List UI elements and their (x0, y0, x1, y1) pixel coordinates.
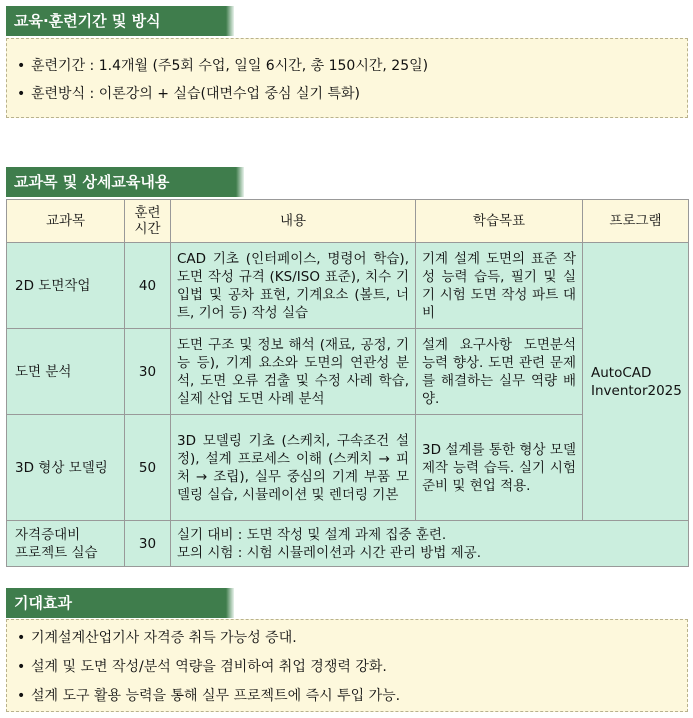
content-cell: 도면 구조 및 정보 해석 (재료, 공정, 기능 등), 기계 요소와 도면의 연관성 분석, 도면 오류 검출 및 수정 사례 학습, 실제 산업 도면 사례 분석 (171, 329, 416, 415)
subject-line2: 프로젝트 실습 (15, 544, 98, 561)
hours-cell: 30 (125, 329, 171, 415)
program-cell (583, 243, 689, 521)
hours-cell: 30 (125, 521, 171, 567)
training-method-item: • 훈련방식 : 이론강의 + 실습(대면수업 중심 실기 특화) (17, 80, 687, 108)
subject-cell (7, 521, 125, 567)
curriculum-table (6, 199, 689, 567)
goal-cell: 설계 요구사항 도면분석 능력 향상. 도면 관련 문제를 해결하는 실무 역량 배양. (416, 329, 583, 415)
header-goal: 학습목표 (416, 200, 583, 243)
header-hours-line2: 시간 (134, 221, 161, 237)
section-title-expected-effects: 기대효과 (6, 588, 226, 618)
hours-cell: 50 (125, 415, 171, 521)
content-cell: CAD 기초 (인터페이스, 명령어 학습), 도면 작성 규격 (KS/ISO 표준), 치수 기입법 및 공차 표현, 기계요소 (볼트, 너트, 기어 등) 작성 실습 (171, 243, 416, 329)
header-hours-line1: 훈련 (134, 205, 161, 221)
content-cell: 3D 모델링 기초 (스케치, 구속조건 설정), 설계 프로세스 이해 (스케치 → 피처 → 조립), 실무 중심의 기계 부품 모델링 실습, 시뮬레이션 및 렌더링 기본 (171, 415, 416, 521)
effect-item: • 설계 도구 활용 능력을 통해 실무 프로젝트에 즉시 투입 가능. (17, 682, 687, 711)
subject-line1: 자격증대비 (15, 526, 81, 543)
subject-cell: 도면 분석 (7, 329, 125, 415)
table-row (7, 521, 689, 567)
header-content: 내용 (171, 200, 416, 243)
content-line2: 모의 시험 : 시험 시뮬레이션과 시간 관리 방법 제공. (177, 544, 481, 561)
header-hours (125, 200, 171, 243)
header-subject: 교과목 (7, 200, 125, 243)
expected-effects-box (6, 619, 688, 712)
program-line1: AutoCAD (591, 364, 652, 381)
program-line2: Inventor2025 (591, 382, 682, 399)
subject-cell: 2D 도면작업 (7, 243, 125, 329)
goal-cell: 기계 설계 도면의 표준 작성 능력 습득, 필기 및 실기 시험 도면 작성 파트 대비 (416, 243, 583, 329)
section-title-training-period: 교육·훈련기간 및 방식 (6, 6, 226, 36)
section-title-curriculum: 교과목 및 상세교육내용 (6, 167, 236, 197)
training-period-item: • 훈련기간 : 1.4개월 (주5회 수업, 일일 6시간, 총 150시간, 25일) (17, 52, 687, 80)
goal-cell: 3D 설계를 통한 형상 모델 제작 능력 습득. 실기 시험 준비 및 현업 적용. (416, 415, 583, 521)
header-program: 프로그램 (583, 200, 689, 243)
hours-cell: 40 (125, 243, 171, 329)
content-cell (171, 521, 689, 567)
content-line1: 실기 대비 : 도면 작성 및 설계 과제 집중 훈련. (177, 526, 447, 543)
subject-cell: 3D 형상 모델링 (7, 415, 125, 521)
training-period-box (6, 38, 688, 118)
effect-item: • 기계설계산업기사 자격증 취득 가능성 증대. (17, 624, 687, 653)
table-header-row (7, 200, 689, 243)
table-row (7, 243, 689, 329)
effect-item: • 설계 및 도면 작성/분석 역량을 겸비하여 취업 경쟁력 강화. (17, 653, 687, 682)
